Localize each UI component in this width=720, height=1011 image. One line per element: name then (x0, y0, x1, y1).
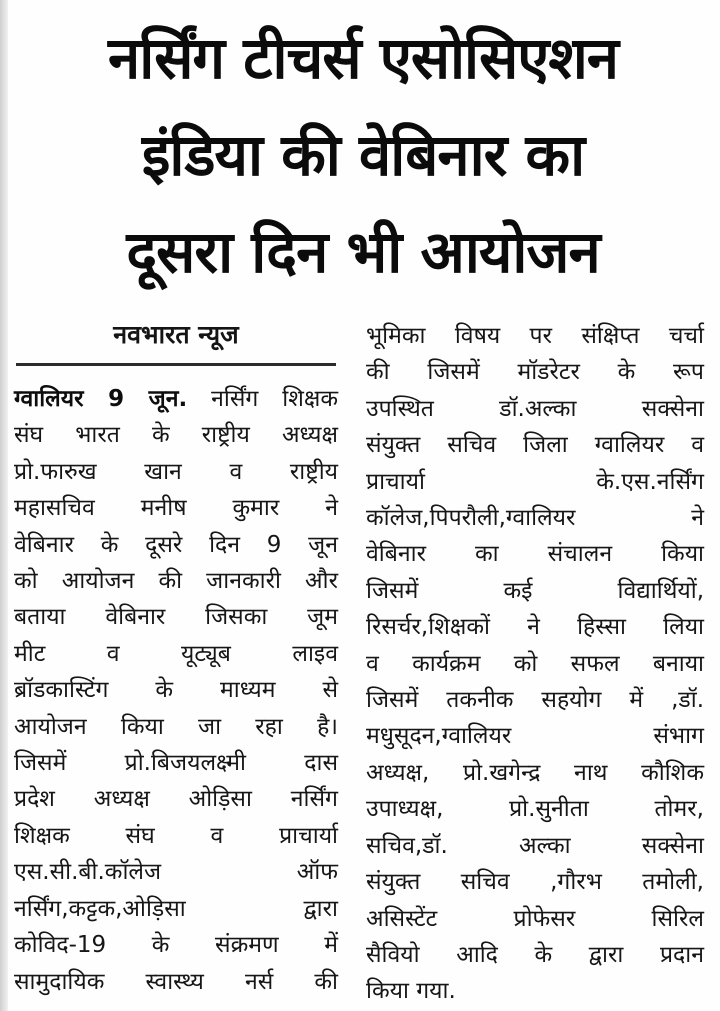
body-line: एस.सी.बी.कॉलेज ऑफ (14, 859, 338, 886)
body-line: रिसर्चर,शिक्षकों ने हिस्सा लिया (366, 614, 704, 641)
body-line: व कार्यक्रम को सफल बनाया (366, 650, 704, 677)
headline-line: दूसरा दिन भी आयोजन (126, 218, 600, 286)
article-body (0, 314, 720, 1010)
body-line: जिसमें तकनीक सहयोग में ,डॉ. (366, 687, 704, 714)
body-line: ब्रॉडकास्टिंग के माध्यम से (14, 677, 338, 704)
body-line: ग्वालियर 9 जून. नर्सिंग शिक्षक (14, 386, 338, 412)
body-line: मधुसूदन,ग्वालियर संभाग (366, 723, 704, 750)
body-line: प्राचार्या के.एस.नर्सिंग (366, 468, 704, 495)
byline-divider-rule (16, 363, 336, 366)
body-line: की जिसमें मॉडरेटर के रूप (366, 359, 704, 386)
body-line: संयुक्त सचिव जिला ग्वालियर व (366, 432, 704, 459)
body-line: जिसमें प्रो.बिजयलक्ष्मी दास (14, 750, 338, 777)
body-line: सामुदायिक स्वास्थ्य नर्स की (14, 968, 338, 995)
left-column (14, 314, 338, 1010)
body-line: बताया वेबिनार जिसका जूम (14, 604, 338, 631)
body-line: उपस्थित डॉ.अल्का सक्सेना (366, 395, 704, 422)
body-line: उपाध्यक्ष, प्रो.सुनीता तोमर, (366, 796, 704, 823)
scan-edge-shadow (0, 0, 8, 1011)
right-column (366, 314, 704, 1010)
left-column-text (14, 381, 338, 1000)
body-line: महासचिव मनीष कुमार ने (14, 495, 338, 522)
body-line: सैवियो आदि के द्वारा प्रदान (366, 941, 704, 968)
body-line: को आयोजन की जानकारी और (14, 568, 338, 595)
article-headline (0, 0, 720, 301)
body-line: संयुक्त सचिव ,गौरभ तमोली, (366, 869, 704, 896)
body-line: अध्यक्ष, प्रो.खगेन्द्र नाथ कौशिक (366, 759, 704, 786)
right-column-text (366, 318, 704, 1010)
body-line: असिस्टेंट प्रोफेसर सिरिल (366, 905, 704, 932)
body-line: संघ भारत के राष्ट्रीय अध्यक्ष (14, 422, 338, 449)
body-line: कोविद-19 के संक्रमण में (14, 932, 338, 959)
body-line: जिसमें कई विद्यार्थियों, (366, 577, 704, 604)
body-line: मीट व यूट्यूब लाइव (14, 640, 338, 667)
body-line: प्रो.फारुख खान व राष्ट्रीय (14, 458, 338, 485)
body-line: भूमिका विषय पर संक्षिप्त चर्चा (366, 323, 704, 349)
body-line: शिक्षक संघ व प्राचार्या (14, 822, 338, 849)
body-line: किया गया. (366, 978, 456, 1005)
body-line: आयोजन किया जा रहा है। (14, 713, 338, 740)
headline-line: इंडिया की वेबिनार का (141, 121, 585, 189)
body-line: नर्सिंग,कट्टक,ओड़िसा द्वारा (14, 895, 338, 922)
byline: नवभारत न्यूज (113, 320, 239, 349)
headline-line: नर्सिंग टीचर्स एसोसिएशन (108, 24, 618, 92)
body-line: प्रदेश अध्यक्ष ओड़िसा नर्सिंग (14, 786, 338, 813)
body-line: वेबिनार के दूसरे दिन 9 जून (14, 531, 338, 558)
body-line: वेबिनार का संचालन किया (366, 541, 704, 568)
body-line: सचिव,डॉ. अल्का सक्सेना (366, 832, 704, 859)
body-line: कॉलेज,पिपरौली,ग्वालियर ने (366, 505, 704, 532)
